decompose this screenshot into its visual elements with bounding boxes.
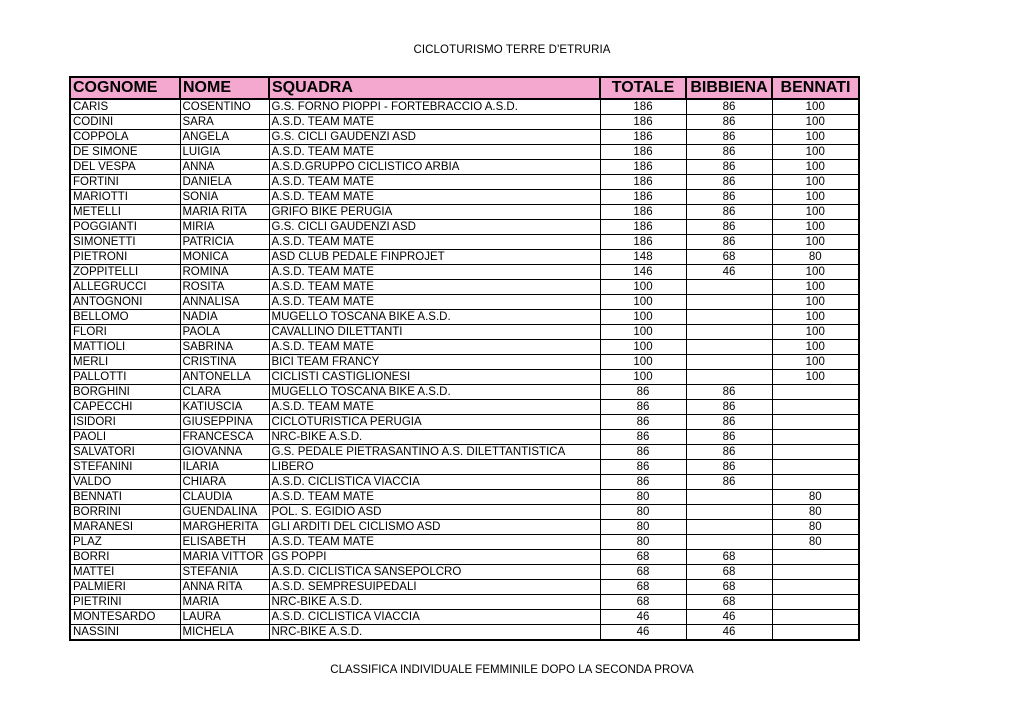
cell-nome: PAOLA — [180, 325, 269, 340]
cell-bennati — [772, 445, 859, 460]
cell-bennati — [772, 550, 859, 565]
cell-nome: STEFANIA — [180, 565, 269, 580]
cell-cognome: PALMIERI — [70, 580, 180, 595]
table-row — [70, 220, 859, 235]
cell-squadra: GS POPPI — [269, 550, 600, 565]
cell-bennati — [772, 415, 859, 430]
cell-totale: 68 — [600, 580, 686, 595]
cell-cognome: POGGIANTI — [70, 220, 180, 235]
cell-bennati: 100 — [772, 340, 859, 355]
cell-nome: PATRICIA — [180, 235, 269, 250]
cell-squadra: A.S.D. TEAM MATE — [269, 145, 600, 160]
table-row — [70, 340, 859, 355]
cell-bibbiena: 86 — [686, 235, 772, 250]
cell-bennati: 80 — [772, 250, 859, 265]
cell-bennati — [772, 460, 859, 475]
cell-nome: COSENTINO — [180, 99, 269, 115]
cell-cognome: MONTESARDO — [70, 610, 180, 625]
cell-cognome: MERLI — [70, 355, 180, 370]
cell-totale: 186 — [600, 145, 686, 160]
cell-nome: KATIUSCIA — [180, 400, 269, 415]
table-row — [70, 190, 859, 205]
cell-totale: 186 — [600, 190, 686, 205]
cell-bibbiena — [686, 370, 772, 385]
cell-totale: 80 — [600, 520, 686, 535]
cell-nome: GUENDALINA — [180, 505, 269, 520]
cell-totale: 86 — [600, 415, 686, 430]
cell-bibbiena — [686, 295, 772, 310]
cell-squadra: A.S.D. TEAM MATE — [269, 175, 600, 190]
cell-bibbiena: 68 — [686, 250, 772, 265]
cell-cognome: STEFANINI — [70, 460, 180, 475]
cell-squadra: A.S.D. TEAM MATE — [269, 535, 600, 550]
cell-nome: SONIA — [180, 190, 269, 205]
cell-totale: 100 — [600, 295, 686, 310]
cell-bibbiena — [686, 520, 772, 535]
cell-bibbiena: 86 — [686, 130, 772, 145]
cell-bibbiena — [686, 310, 772, 325]
cell-totale: 100 — [600, 340, 686, 355]
cell-nome: ANNA — [180, 160, 269, 175]
cell-cognome: FLORI — [70, 325, 180, 340]
cell-squadra: MUGELLO TOSCANA BIKE A.S.D. — [269, 310, 600, 325]
cell-totale: 80 — [600, 490, 686, 505]
cell-nome: MIRIA — [180, 220, 269, 235]
cell-cognome: BORRINI — [70, 505, 180, 520]
cell-bibbiena — [686, 340, 772, 355]
cell-nome: ANGELA — [180, 130, 269, 145]
cell-bibbiena: 86 — [686, 430, 772, 445]
cell-totale: 100 — [600, 310, 686, 325]
cell-nome: FRANCESCA — [180, 430, 269, 445]
cell-bibbiena — [686, 490, 772, 505]
cell-bennati: 100 — [772, 160, 859, 175]
cell-totale: 68 — [600, 595, 686, 610]
table-header — [70, 77, 859, 99]
table-row — [70, 520, 859, 535]
cell-cognome: SALVATORI — [70, 445, 180, 460]
cell-squadra: CICLOTURISTICA PERUGIA — [269, 415, 600, 430]
table-row — [70, 250, 859, 265]
column-header-squadra: SQUADRA — [269, 77, 600, 99]
cell-cognome: ISIDORI — [70, 415, 180, 430]
cell-bibbiena: 86 — [686, 385, 772, 400]
table-row — [70, 415, 859, 430]
cell-nome: ROSITA — [180, 280, 269, 295]
cell-bibbiena: 86 — [686, 115, 772, 130]
cell-totale: 46 — [600, 625, 686, 641]
cell-cognome: MATTEI — [70, 565, 180, 580]
cell-bibbiena — [686, 355, 772, 370]
cell-cognome: CODINI — [70, 115, 180, 130]
cell-squadra: G.S. CICLI GAUDENZI ASD — [269, 220, 600, 235]
cell-bibbiena: 86 — [686, 175, 772, 190]
cell-nome: LAURA — [180, 610, 269, 625]
cell-nome: CHIARA — [180, 475, 269, 490]
cell-nome: ANNALISA — [180, 295, 269, 310]
cell-cognome: MARIOTTI — [70, 190, 180, 205]
cell-nome: MICHELA — [180, 625, 269, 641]
cell-cognome: SIMONETTI — [70, 235, 180, 250]
header-row — [70, 77, 859, 99]
table-row — [70, 550, 859, 565]
cell-bennati: 80 — [772, 490, 859, 505]
column-header-bennati: BENNATI — [772, 77, 859, 99]
cell-bennati: 100 — [772, 115, 859, 130]
cell-totale: 100 — [600, 280, 686, 295]
cell-bibbiena — [686, 325, 772, 340]
cell-squadra: NRC-BIKE A.S.D. — [269, 595, 600, 610]
cell-bennati: 100 — [772, 190, 859, 205]
cell-cognome: PIETRONI — [70, 250, 180, 265]
cell-totale: 186 — [600, 175, 686, 190]
cell-cognome: PAOLI — [70, 430, 180, 445]
cell-nome: ANTONELLA — [180, 370, 269, 385]
cell-bibbiena — [686, 280, 772, 295]
cell-bibbiena: 46 — [686, 625, 772, 641]
table-row — [70, 370, 859, 385]
cell-bennati — [772, 565, 859, 580]
cell-totale: 186 — [600, 99, 686, 115]
cell-squadra: A.S.D. CICLISTICA VIACCIA — [269, 610, 600, 625]
cell-totale: 86 — [600, 385, 686, 400]
table-row — [70, 145, 859, 160]
cell-squadra: A.S.D. TEAM MATE — [269, 295, 600, 310]
cell-cognome: ZOPPITELLI — [70, 265, 180, 280]
cell-cognome: PALLOTTI — [70, 370, 180, 385]
cell-bibbiena: 86 — [686, 99, 772, 115]
cell-bennati: 100 — [772, 205, 859, 220]
table-row — [70, 115, 859, 130]
cell-bennati: 80 — [772, 520, 859, 535]
cell-bennati: 100 — [772, 99, 859, 115]
table-row — [70, 535, 859, 550]
cell-bibbiena: 86 — [686, 415, 772, 430]
cell-cognome: CARIS — [70, 99, 180, 115]
cell-bibbiena: 86 — [686, 445, 772, 460]
cell-totale: 186 — [600, 205, 686, 220]
cell-bennati: 100 — [772, 235, 859, 250]
table-row — [70, 430, 859, 445]
cell-totale: 186 — [600, 130, 686, 145]
cell-totale: 146 — [600, 265, 686, 280]
table-row — [70, 610, 859, 625]
cell-bennati: 100 — [772, 175, 859, 190]
cell-totale: 46 — [600, 610, 686, 625]
cell-cognome: FORTINI — [70, 175, 180, 190]
column-header-nome: NOME — [180, 77, 269, 99]
cell-totale: 80 — [600, 535, 686, 550]
cell-bennati — [772, 400, 859, 415]
cell-nome: CLAUDIA — [180, 490, 269, 505]
document-footer: CLASSIFICA INDIVIDUALE FEMMINILE DOPO LA SECONDA PROVA — [330, 664, 694, 676]
cell-bennati — [772, 385, 859, 400]
cell-bennati: 100 — [772, 130, 859, 145]
cell-bennati — [772, 580, 859, 595]
cell-cognome: DEL VESPA — [70, 160, 180, 175]
cell-bennati — [772, 595, 859, 610]
cell-nome: MONICA — [180, 250, 269, 265]
cell-bennati: 80 — [772, 535, 859, 550]
cell-totale: 68 — [600, 565, 686, 580]
cell-bennati — [772, 625, 859, 641]
cell-squadra: G.S. FORNO PIOPPI - FORTEBRACCIO A.S.D. — [269, 99, 600, 115]
cell-cognome: PIETRINI — [70, 595, 180, 610]
cell-squadra: A.S.D. TEAM MATE — [269, 490, 600, 505]
cell-totale: 186 — [600, 115, 686, 130]
cell-cognome: ANTOGNONI — [70, 295, 180, 310]
cell-squadra: A.S.D.GRUPPO CICLISTICO ARBIA — [269, 160, 600, 175]
cell-cognome: DE SIMONE — [70, 145, 180, 160]
cell-nome: MARIA RITA — [180, 205, 269, 220]
cell-cognome: MATTIOLI — [70, 340, 180, 355]
cell-totale: 68 — [600, 550, 686, 565]
table-row — [70, 130, 859, 145]
table-row — [70, 325, 859, 340]
cell-bennati: 100 — [772, 145, 859, 160]
cell-squadra: LIBERO — [269, 460, 600, 475]
cell-bibbiena: 86 — [686, 220, 772, 235]
cell-bibbiena: 86 — [686, 400, 772, 415]
cell-totale: 86 — [600, 445, 686, 460]
cell-totale: 86 — [600, 460, 686, 475]
cell-bennati — [772, 610, 859, 625]
cell-bibbiena: 86 — [686, 160, 772, 175]
ranking-table — [69, 76, 860, 641]
cell-bennati: 100 — [772, 265, 859, 280]
cell-cognome: PLAZ — [70, 535, 180, 550]
cell-bennati — [772, 430, 859, 445]
cell-squadra: NRC-BIKE A.S.D. — [269, 625, 600, 641]
table-row — [70, 99, 859, 115]
table-row — [70, 205, 859, 220]
cell-bibbiena: 86 — [686, 145, 772, 160]
cell-squadra: NRC-BIKE A.S.D. — [269, 430, 600, 445]
cell-nome: ANNA RITA — [180, 580, 269, 595]
cell-bibbiena: 68 — [686, 595, 772, 610]
table-row — [70, 625, 859, 641]
cell-squadra: A.S.D. TEAM MATE — [269, 265, 600, 280]
column-header-bibbiena: BIBBIENA — [686, 77, 772, 99]
cell-bennati: 100 — [772, 325, 859, 340]
cell-nome: SABRINA — [180, 340, 269, 355]
table-row — [70, 580, 859, 595]
cell-bibbiena: 86 — [686, 205, 772, 220]
cell-cognome: BENNATI — [70, 490, 180, 505]
cell-nome: CRISTINA — [180, 355, 269, 370]
column-header-totale: TOTALE — [600, 77, 686, 99]
cell-squadra: A.S.D. TEAM MATE — [269, 280, 600, 295]
cell-squadra: BICI TEAM FRANCY — [269, 355, 600, 370]
cell-squadra: GRIFO BIKE PERUGIA — [269, 205, 600, 220]
cell-bibbiena: 46 — [686, 610, 772, 625]
table-row — [70, 595, 859, 610]
cell-nome: CLARA — [180, 385, 269, 400]
table-row — [70, 490, 859, 505]
cell-bibbiena: 86 — [686, 475, 772, 490]
table-row — [70, 400, 859, 415]
cell-squadra: A.S.D. CICLISTICA SANSEPOLCRO — [269, 565, 600, 580]
cell-squadra: CAVALLINO DILETTANTI — [269, 325, 600, 340]
cell-nome: MARGHERITA — [180, 520, 269, 535]
cell-bibbiena: 68 — [686, 580, 772, 595]
cell-squadra: GLI ARDITI DEL CICLISMO ASD — [269, 520, 600, 535]
cell-nome: DANIELA — [180, 175, 269, 190]
table-row — [70, 175, 859, 190]
cell-totale: 100 — [600, 325, 686, 340]
cell-squadra: ASD CLUB PEDALE FINPROJET — [269, 250, 600, 265]
cell-squadra: MUGELLO TOSCANA BIKE A.S.D. — [269, 385, 600, 400]
cell-totale: 86 — [600, 430, 686, 445]
cell-totale: 80 — [600, 505, 686, 520]
cell-nome: ELISABETH — [180, 535, 269, 550]
table-row — [70, 565, 859, 580]
cell-totale: 86 — [600, 475, 686, 490]
table-row — [70, 280, 859, 295]
cell-bennati: 100 — [772, 280, 859, 295]
cell-squadra: CICLISTI CASTIGLIONESI — [269, 370, 600, 385]
cell-nome: SARA — [180, 115, 269, 130]
cell-bennati: 80 — [772, 505, 859, 520]
table-row — [70, 385, 859, 400]
cell-nome: GIUSEPPINA — [180, 415, 269, 430]
cell-bibbiena: 86 — [686, 190, 772, 205]
cell-totale: 148 — [600, 250, 686, 265]
cell-nome: MARIA — [180, 595, 269, 610]
cell-nome: ILARIA — [180, 460, 269, 475]
cell-nome: LUIGIA — [180, 145, 269, 160]
cell-cognome: BORGHINI — [70, 385, 180, 400]
cell-cognome: COPPOLA — [70, 130, 180, 145]
cell-totale: 86 — [600, 400, 686, 415]
cell-bibbiena: 68 — [686, 565, 772, 580]
cell-squadra: A.S.D. TEAM MATE — [269, 115, 600, 130]
cell-squadra: A.S.D. TEAM MATE — [269, 190, 600, 205]
cell-bibbiena: 46 — [686, 265, 772, 280]
cell-cognome: NASSINI — [70, 625, 180, 641]
cell-cognome: MARANESI — [70, 520, 180, 535]
cell-squadra: A.S.D. CICLISTICA VIACCIA — [269, 475, 600, 490]
cell-cognome: CAPECCHI — [70, 400, 180, 415]
table-row — [70, 295, 859, 310]
table-row — [70, 475, 859, 490]
cell-totale: 100 — [600, 355, 686, 370]
cell-totale: 186 — [600, 160, 686, 175]
cell-nome: GIOVANNA — [180, 445, 269, 460]
cell-nome: ROMINA — [180, 265, 269, 280]
cell-bibbiena — [686, 505, 772, 520]
cell-squadra: POL. S. EGIDIO ASD — [269, 505, 600, 520]
cell-squadra: A.S.D. TEAM MATE — [269, 400, 600, 415]
cell-bennati: 100 — [772, 310, 859, 325]
cell-cognome: ALLEGRUCCI — [70, 280, 180, 295]
document-title: CICLOTURISMO TERRE D'ETRURIA — [413, 44, 611, 56]
cell-cognome: BORRI — [70, 550, 180, 565]
cell-cognome: VALDO — [70, 475, 180, 490]
cell-totale: 186 — [600, 220, 686, 235]
cell-nome: MARIA VITTOR — [180, 550, 269, 565]
cell-squadra: A.S.D. TEAM MATE — [269, 235, 600, 250]
table-row — [70, 235, 859, 250]
cell-totale: 186 — [600, 235, 686, 250]
cell-squadra: G.S. CICLI GAUDENZI ASD — [269, 130, 600, 145]
cell-cognome: BELLOMO — [70, 310, 180, 325]
table-row — [70, 265, 859, 280]
table-row — [70, 445, 859, 460]
table-row — [70, 160, 859, 175]
cell-bennati: 100 — [772, 355, 859, 370]
table-row — [70, 505, 859, 520]
table-row — [70, 460, 859, 475]
cell-squadra: A.S.D. SEMPRESUIPEDALI — [269, 580, 600, 595]
cell-totale: 100 — [600, 370, 686, 385]
cell-bennati: 100 — [772, 220, 859, 235]
column-header-cognome: COGNOME — [70, 77, 180, 99]
table-body — [70, 99, 859, 640]
cell-bennati: 100 — [772, 370, 859, 385]
cell-bibbiena: 68 — [686, 550, 772, 565]
cell-bibbiena — [686, 535, 772, 550]
cell-nome: NADIA — [180, 310, 269, 325]
cell-bibbiena: 86 — [686, 460, 772, 475]
cell-squadra: G.S. PEDALE PIETRASANTINO A.S. DILETTANTISTICA — [269, 445, 600, 460]
table-row — [70, 355, 859, 370]
cell-squadra: A.S.D. TEAM MATE — [269, 340, 600, 355]
cell-cognome: METELLI — [70, 205, 180, 220]
cell-bennati: 100 — [772, 295, 859, 310]
table-row — [70, 310, 859, 325]
cell-bennati — [772, 475, 859, 490]
